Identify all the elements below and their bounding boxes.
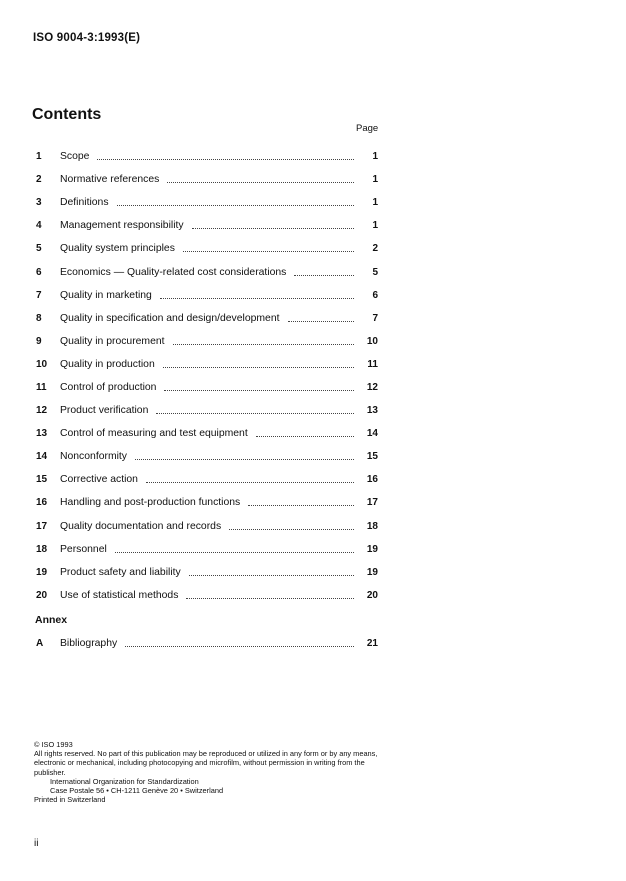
- toc-entry-number: 4: [36, 220, 42, 232]
- toc-entry[interactable]: [36, 584, 378, 607]
- annex-list: [36, 632, 378, 655]
- dot-leader: [248, 505, 354, 506]
- toc-entry-page: 21: [366, 638, 378, 650]
- toc-entry[interactable]: [36, 330, 378, 353]
- dot-leader: [146, 482, 354, 483]
- toc-entry-page: 18: [366, 520, 378, 532]
- toc-entry-title: Quality in specification and design/development: [60, 312, 280, 324]
- toc-entry-number: 3: [36, 197, 42, 209]
- toc-entry-title: Quality in production: [60, 358, 155, 370]
- toc-entry-number: 13: [36, 428, 48, 440]
- rights-statement: All rights reserved. No part of this publication may be reproduced or utilized in any form or by any means, electronic or mechanical, including photocopying and microfilm, without permission in writing from the publisher.: [34, 749, 378, 777]
- toc-entry-title: Product safety and liability: [60, 566, 181, 578]
- toc-entry-title: Control of production: [60, 381, 157, 393]
- toc-entry-number: 2: [36, 174, 42, 186]
- page-column-header: Page: [356, 123, 379, 134]
- toc-entry-title: Product verification: [60, 405, 149, 417]
- toc-entry-number: 14: [36, 451, 48, 463]
- toc-entry[interactable]: [36, 445, 378, 468]
- toc-entry[interactable]: [36, 353, 378, 376]
- toc-entry-number: 1: [36, 151, 42, 163]
- toc-entry-number: 16: [36, 497, 48, 509]
- toc-entry[interactable]: [36, 237, 378, 260]
- toc-entry-page: 2: [372, 243, 378, 255]
- toc-entry-page: 19: [366, 543, 378, 555]
- printed-in: Printed in Switzerland: [34, 795, 106, 805]
- dot-leader: [167, 182, 354, 183]
- toc-entry[interactable]: [36, 399, 378, 422]
- toc-entry-number: 19: [36, 566, 48, 578]
- toc-entry-title: Normative references: [60, 174, 160, 186]
- dot-leader: [192, 228, 354, 229]
- toc-entry-title: Definitions: [60, 197, 109, 209]
- toc-entry-number: 17: [36, 520, 48, 532]
- toc-entry-number: 18: [36, 543, 48, 555]
- toc-entry[interactable]: [36, 284, 378, 307]
- toc-entry-number: 8: [36, 312, 42, 324]
- toc-entry-title: Quality documentation and records: [60, 520, 222, 532]
- dot-leader: [288, 321, 355, 322]
- toc-entry[interactable]: [36, 632, 378, 655]
- copyright-notice: [34, 740, 384, 804]
- toc-entry[interactable]: [36, 468, 378, 491]
- page-title: Contents: [32, 106, 102, 123]
- toc-entry-page: 16: [366, 474, 378, 486]
- toc-entry[interactable]: [36, 168, 378, 191]
- toc-entry-page: 1: [372, 220, 378, 232]
- dot-leader: [117, 205, 354, 206]
- toc-entry-title: Economics — Quality-related cost considerations: [60, 266, 287, 278]
- toc-entry-page: 17: [366, 497, 378, 509]
- toc-entry-page: 15: [366, 451, 378, 463]
- toc-entry-number: A: [36, 638, 44, 650]
- toc-entry[interactable]: [36, 538, 378, 561]
- toc-entry[interactable]: [36, 260, 378, 283]
- dot-leader: [229, 529, 354, 530]
- toc-entry-page: 1: [372, 151, 378, 163]
- dot-leader: [163, 367, 354, 368]
- toc-entry-page: 19: [366, 566, 378, 578]
- toc-entry[interactable]: [36, 491, 378, 514]
- dot-leader: [186, 598, 354, 599]
- toc-entry-page: 14: [366, 428, 378, 440]
- toc-entry[interactable]: [36, 515, 378, 538]
- toc-entry-number: 15: [36, 474, 48, 486]
- toc-entry-number: 12: [36, 405, 48, 417]
- dot-leader: [189, 575, 354, 576]
- copyright-line: © ISO 1993: [34, 740, 73, 749]
- toc-entry-page: 10: [366, 335, 378, 347]
- toc-entry-number: 10: [36, 358, 48, 370]
- toc-entry[interactable]: [36, 191, 378, 214]
- dot-leader: [156, 413, 354, 414]
- toc-entry[interactable]: [36, 376, 378, 399]
- toc-entry-number: 6: [36, 266, 42, 278]
- toc-entry[interactable]: [36, 561, 378, 584]
- toc-entry-title: Bibliography: [60, 638, 118, 650]
- toc-entry-number: 20: [36, 589, 48, 601]
- toc-entry-title: Quality in procurement: [60, 335, 165, 347]
- toc-entry-title: Handling and post-production functions: [60, 497, 241, 509]
- dot-leader: [135, 459, 354, 460]
- toc-entry[interactable]: [36, 307, 378, 330]
- dot-leader: [160, 298, 354, 299]
- annex-heading: Annex: [35, 614, 68, 626]
- toc-entry-title: Control of measuring and test equipment: [60, 428, 248, 440]
- organization-address: Case Postale 56 • CH-1211 Genève 20 • Switzerland: [50, 786, 224, 796]
- page-number: ii: [34, 838, 39, 849]
- toc-entry-number: 7: [36, 289, 42, 301]
- dot-leader: [125, 646, 354, 647]
- toc-entry-title: Management responsibility: [60, 220, 184, 232]
- toc-entry-number: 5: [36, 243, 42, 255]
- toc-entry-title: Quality system principles: [60, 243, 175, 255]
- dot-leader: [164, 390, 354, 391]
- toc-entry-page: 6: [372, 289, 378, 301]
- toc-entry-title: Use of statistical methods: [60, 589, 179, 601]
- toc-entry[interactable]: [36, 214, 378, 237]
- toc-entry[interactable]: [36, 422, 378, 445]
- dot-leader: [115, 552, 354, 553]
- toc-entry-page: 5: [372, 266, 378, 278]
- toc-entry-title: Personnel: [60, 543, 107, 555]
- toc-entry-page: 12: [366, 381, 378, 393]
- toc-entry-page: 20: [366, 589, 378, 601]
- toc-entry-page: 11: [367, 358, 378, 370]
- toc-entry-title: Corrective action: [60, 474, 138, 486]
- dot-leader: [173, 344, 354, 345]
- organization-name: International Organization for Standardization: [50, 776, 199, 786]
- dot-leader: [183, 251, 354, 252]
- toc-entry[interactable]: [36, 145, 378, 168]
- toc-entry-title: Quality in marketing: [60, 289, 152, 301]
- toc-entry-number: 9: [36, 335, 42, 347]
- dot-leader: [97, 159, 354, 160]
- dot-leader: [294, 275, 354, 276]
- table-of-contents: [36, 145, 378, 607]
- toc-entry-page: 1: [372, 197, 378, 209]
- dot-leader: [256, 436, 354, 437]
- toc-entry-title: Scope: [60, 151, 90, 163]
- document-id: ISO 9004-3:1993(E): [33, 32, 141, 44]
- toc-entry-page: 7: [372, 312, 378, 324]
- toc-entry-page: 13: [366, 405, 378, 417]
- toc-entry-page: 1: [372, 174, 378, 186]
- toc-entry-number: 11: [36, 381, 47, 393]
- toc-entry-title: Nonconformity: [60, 451, 127, 463]
